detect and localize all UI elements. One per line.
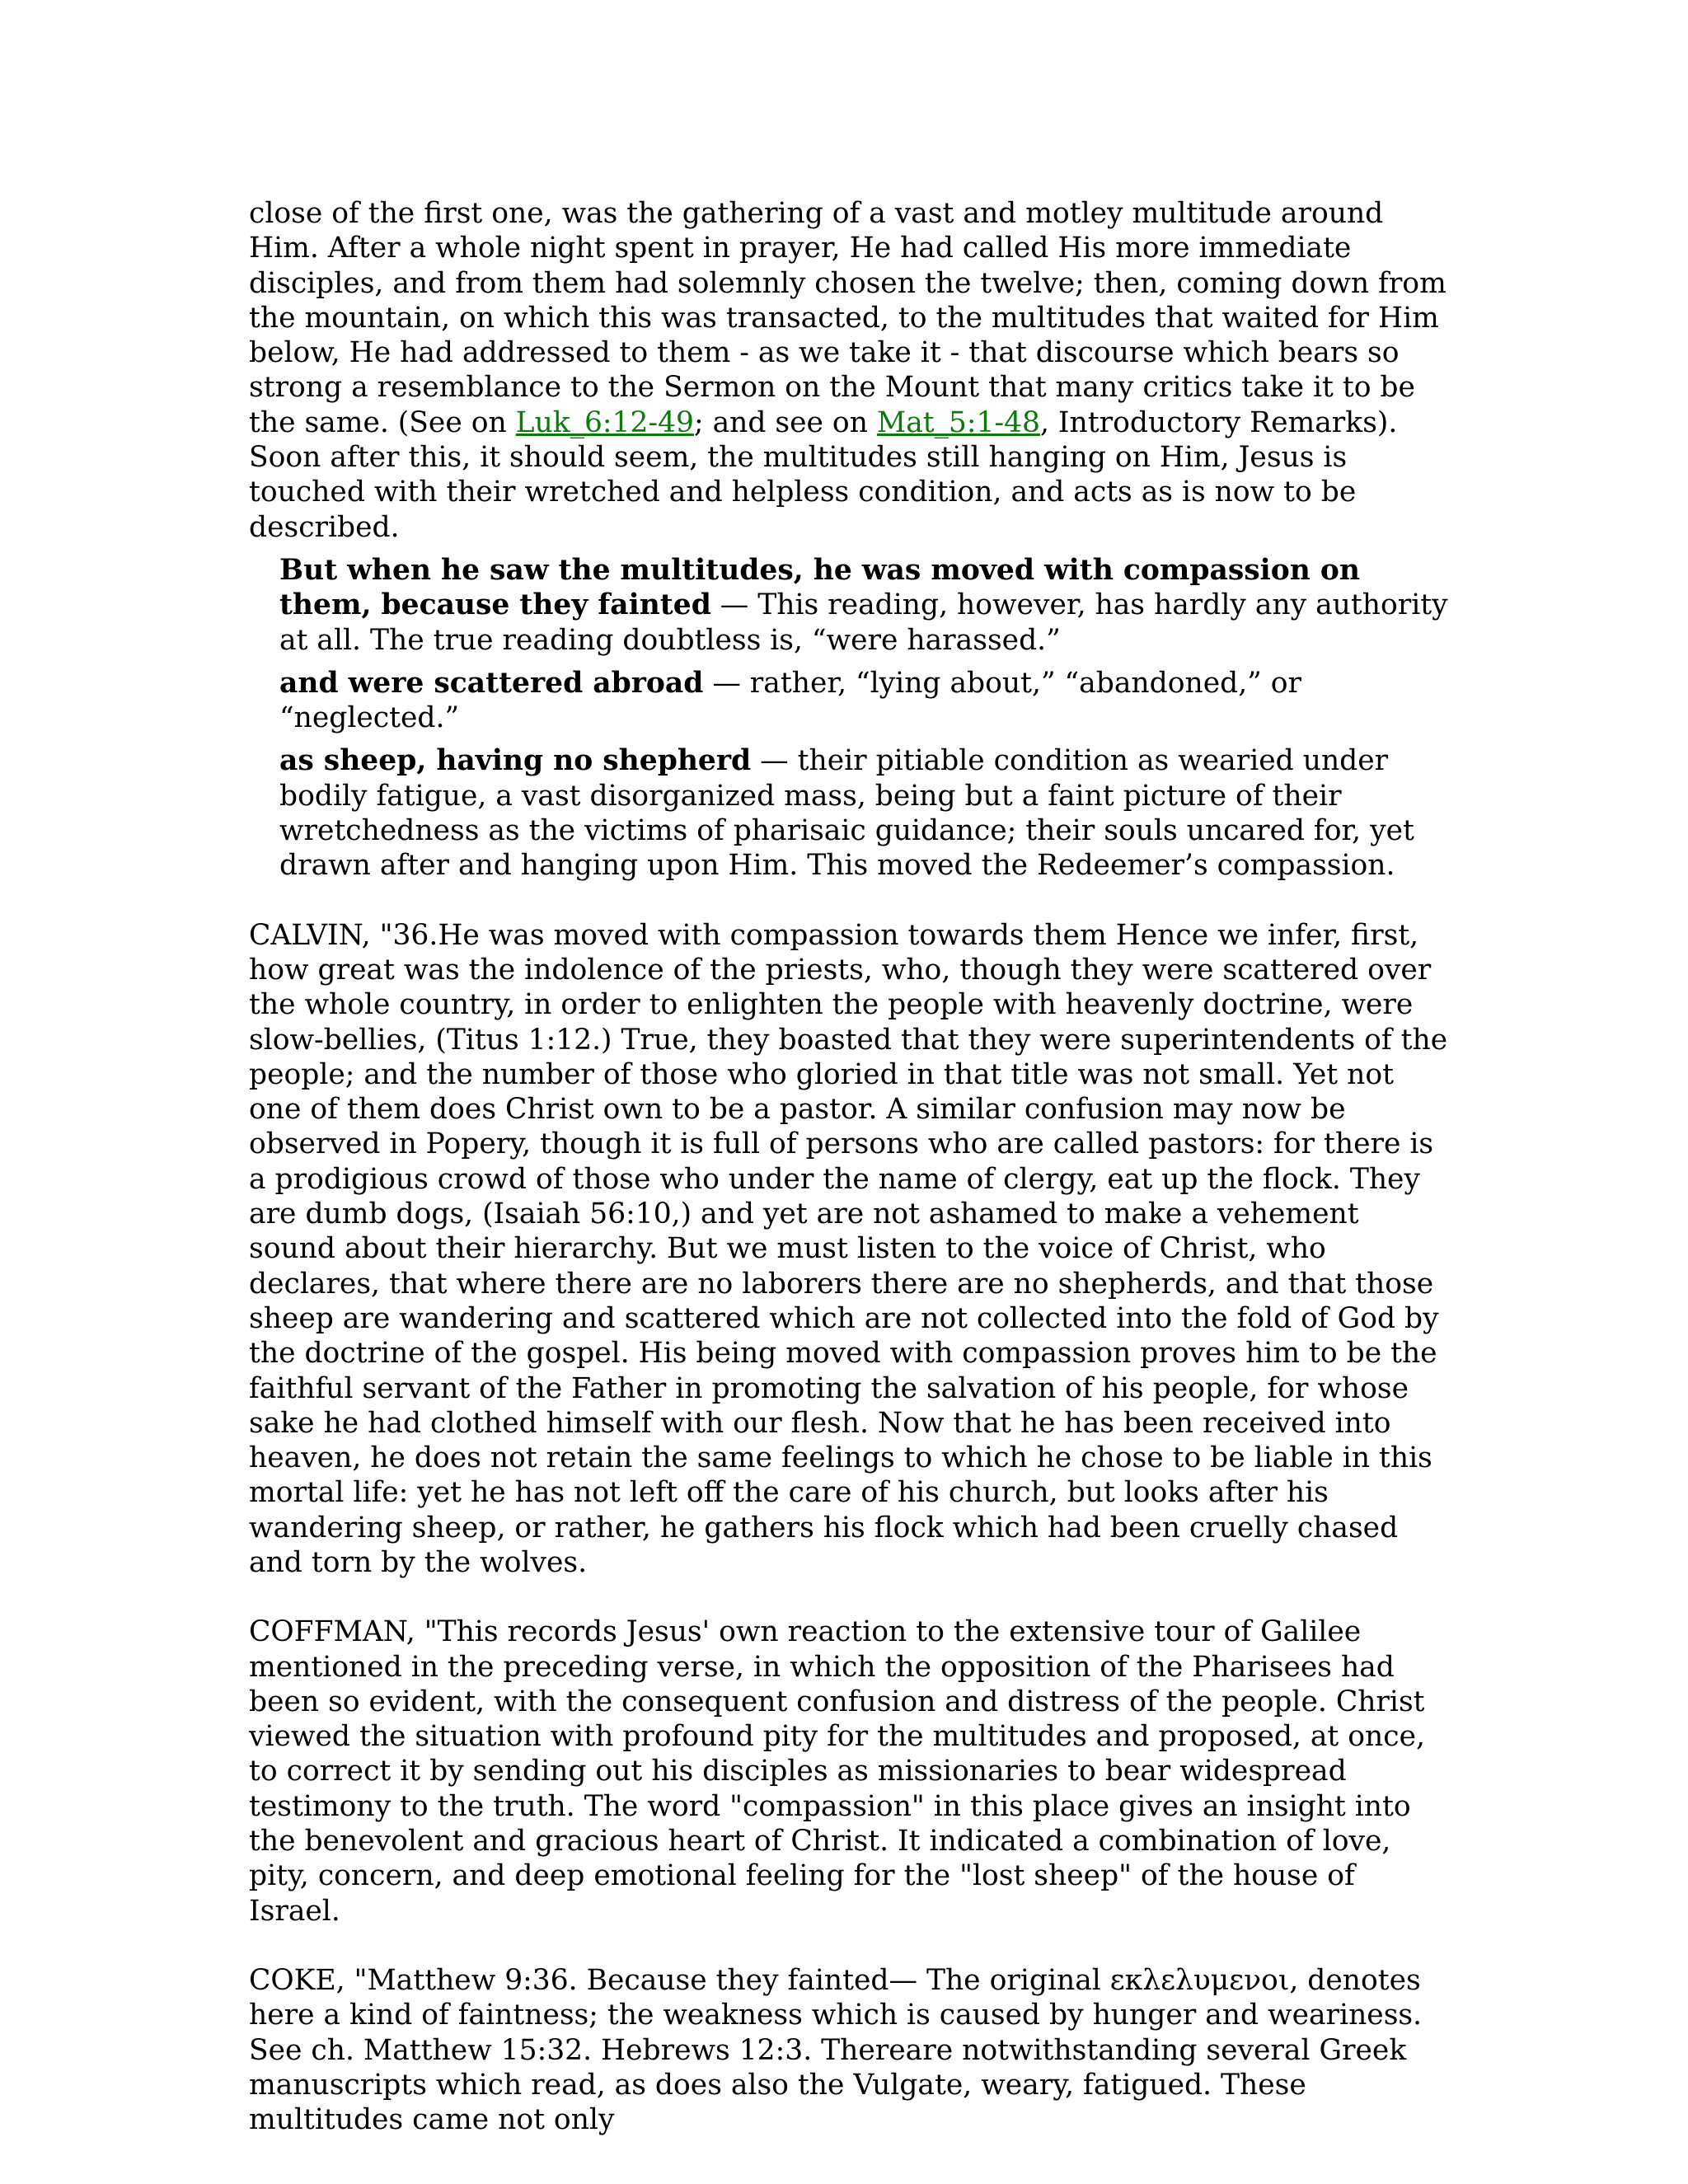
verse-phrase-fainted: But when he saw the multitudes, he was moved with compassion on them, because they fainted [279, 553, 1360, 622]
luke-reference-link[interactable]: Luk_6:12-49 [515, 405, 694, 439]
commentary-text [249, 196, 1452, 2137]
verse-note-sheep-text: — their pitiable condition as wearied under bodily fatigue, a vast disorganized mass, being but a faint picture of their wretchedness as the victims of pharisaic guidance; their souls uncared for, yet drawn after and hanging upon Him. This moved the Redeemer’s compassion. [279, 744, 1414, 883]
verse-note-sheep [249, 743, 1452, 883]
verse-note-scattered [249, 666, 1452, 736]
verse-note-fainted-text: — This reading, however, has hardly any authority at all. The true reading doubtless is, “were harassed.” [279, 588, 1448, 657]
intro-paragraph [249, 196, 1452, 545]
verse-phrase-scattered: and were scattered abroad [279, 666, 704, 700]
coke-commentary: COKE, "Matthew 9:36. Because they fainted— The original εκλελυμενοι, denotes here a kind of faintness; the weakness which is caused by hunger and weariness. See ch. Matthew 15:32. Hebrews 12:3. Thereare notwithstanding several Greek manuscripts which read, as does also the Vulgate, weary, fatigued. These multitudes came not only [249, 1963, 1423, 2137]
verse-phrase-sheep: as sheep, having no shepherd [279, 744, 752, 778]
verse-note-scattered-text: — rather, “lying about,” “abandoned,” or “neglected.” [279, 666, 1302, 735]
intro-text-a: close of the first one, was the gathering of a vast and motley multitude around Him. After a whole night spent in prayer, He had called His more immediate disciples, and from them had solemnly chosen the twelve; then, coming down from the mountain, on which this was transacted, to the multitudes that waited for Him below, He had addressed to them - as we take it - that discourse which bears so strong a resemblance to the Sermon on the Mount that many critics take it to be the same. (See on [249, 197, 1447, 439]
intro-text-c: , Introductory Remarks). Soon after this, it should seem, the multitudes still hanging on Him, Jesus is touched with their wretched and helpless condition, and acts as is now to be described. [249, 405, 1398, 544]
calvin-commentary: CALVIN, "36.He was moved with compassion towards them Hence we infer, first, how great was the indolence of the priests, who, though they were scattered over the whole country, in order to enlighten the people with heavenly doctrine, were slow-bellies, (Titus 1:12.) True, they boasted that they were superintendents of the people; and the number of those who gloried in that title was not small. Yet not one of them does Christ own to be a pastor. A similar confusion may now be observed in Popery, though it is full of persons who are called pastors: for there is a prodigious crowd of those who under the name of clergy, eat up the flock. They are dumb dogs, (Isaiah 56:10,) and yet are not ashamed to make a vehement sound about their hierarchy. But we must listen to the voice of Christ, who declares, that where there are no laborers there are no shepherds, and that those sheep are wandering and scattered which are not collected into the fold of God by the doctrine of the gospel. His being moved with compassion proves him to be the faithful servant of the Father in promoting the salvation of his people, for whose sake he had clothed himself with our flesh. Now that he has been received into heaven, he does not retain the same feelings to which he chose to be liable in this mortal life: yet he has not left off the care of his church, but looks after his wandering sheep, or rather, he gathers his flock which had been cruelly chased and torn by the wolves. [249, 918, 1448, 1579]
coffman-commentary: COFFMAN, "This records Jesus' own reaction to the extensive tour of Galilee mentioned in the preceding verse, in which the opposition of the Pharisees had been so evident, with the consequent confusion and distress of the people. Christ viewed the situation with profound pity for the multitudes and proposed, at once, to correct it by sending out his disciples as missionaries to bear widespread testimony to the truth. The word "compassion" in this place gives an insight into the benevolent and gracious heart of Christ. It indicated a combination of love, pity, concern, and deep emotional feeling for the "lost sheep" of the house of Israel. [249, 1615, 1425, 1928]
matthew-reference-link[interactable]: Mat_5:1-48 [876, 405, 1040, 439]
verse-note-fainted [249, 553, 1452, 658]
intro-text-b: ; and see on [694, 405, 877, 439]
